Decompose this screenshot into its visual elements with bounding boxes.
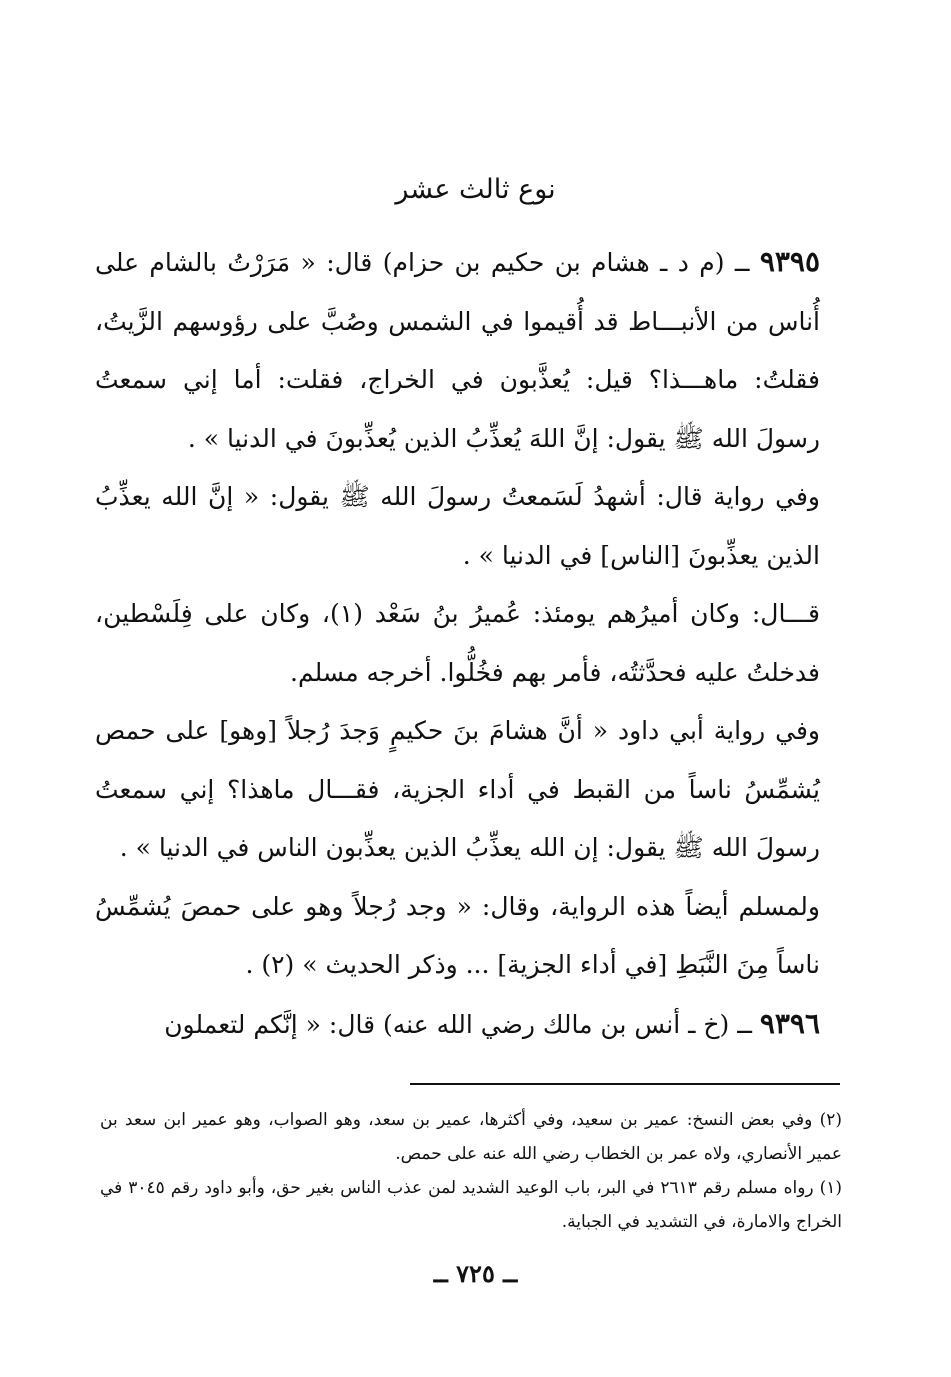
narration-paragraph <box>95 585 820 702</box>
paragraph-text: وفي رواية أبي داود « أنَّ هشامَ بنَ حكيمٍ وَجدَ رُجلاً [وهو] على حمص يُشمِّسُ ناساً من القبط في أداء الجزية، فقـــال ماهذا؟ إني سمعتُ رسولَ الله ﷺ يقول: إن الله يعذِّبُ الذين يعذِّبون الناس في الدنيا » . <box>95 716 820 862</box>
hadith-number: ٩٣٩٥ <box>759 245 820 278</box>
narration-paragraph <box>95 878 820 995</box>
paragraph-text: ــ (خ ـ أنس بن مالك رضي الله عنه) قال: « إنَّكم لتعملون <box>164 1009 760 1039</box>
paragraph-text: قـــال: وكان أميرُهم يومئذ: عُميرُ بنُ سَعْد (١)، وكان على فِلَسْطين، فدخلتُ عليه فحدَّثتُه، فأمر بهم فخُلُّوا. أخرجه مسلم. <box>95 599 821 687</box>
paragraph-text: ولمسلم أيضاً هذه الرواية، وقال: « وجد رُجلاً وهو على حمصَ يُشمِّسُ ناساً مِنَ النَّبَطِ [في أداء الجزية] ... وذكر الحديث » (٢) . <box>95 891 820 979</box>
body-text <box>95 233 820 1054</box>
footnote-2: (٢) وفي بعض النسخ: عمير بن سعيد، وفي أكثرها، عمير بن سعد، وهو الصواب، وهو عمير ابن سعد بن عمير الأنصاري، ولاه عمر بن الخطاب رضي الله عنه على حمص. <box>100 1110 842 1164</box>
footnote-1: (١) رواه مسلم رقم ٢٦١٣ في البر، باب الوعيد الشديد لمن عذب الناس بغير حق، وأبو داود رقم ٣٠٤٥ في الخراج والامارة، في التشديد في الجباية. <box>100 1178 842 1232</box>
section-heading: نوع ثالث عشر <box>395 174 556 205</box>
narration-paragraph <box>95 702 820 878</box>
narration-paragraph <box>95 468 820 585</box>
footnote-divider <box>410 1083 840 1085</box>
paragraph-text: وفي رواية قال: أشهدُ لَسَمعتُ رسولَ الله ﷺ يقول: « إنَّ الله يعذِّبُ الذين يعذِّبونَ [الناس] في الدنيا » . <box>95 482 820 570</box>
hadith-paragraph-9396 <box>95 995 820 1055</box>
hadith-number: ٩٣٩٦ <box>759 1006 820 1040</box>
footnotes <box>100 1103 842 1239</box>
page-number: ــ ٧٢٥ ــ <box>433 1259 518 1288</box>
paragraph-text: ــ (م د ـ هشام بن حكيم بن حزام) قال: « مَرَرْتُ بالشام على أُناس من الأنبـــاط قد أُقيموا في الشمس وصُبَّ على رؤوسهم الزَّيتُ، فقلتُ: ماهـــذا؟ قيل: يُعذَّبون في الخراج، فقلت: أما إني سمعتُ رسولَ الله ﷺ يقول: إنَّ اللهَ يُعذِّبُ الذين يُعذِّبونَ في الدنيا » . <box>95 248 820 453</box>
hadith-paragraph-9395 <box>95 233 820 468</box>
